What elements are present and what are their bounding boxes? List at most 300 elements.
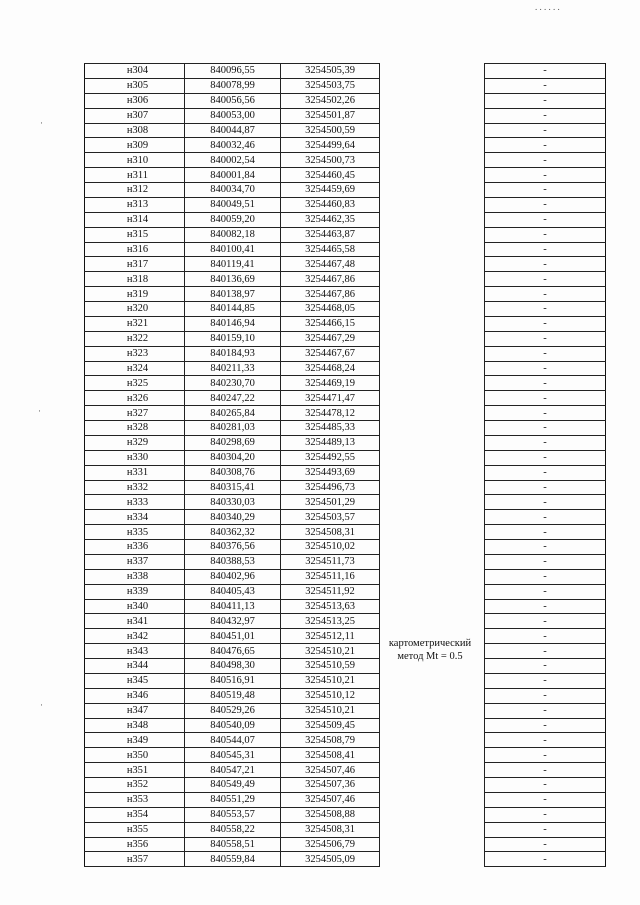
table-row (85, 257, 606, 272)
margin-dot: · (40, 118, 43, 128)
table-row (85, 183, 606, 198)
point-id-cell: н344 (85, 659, 185, 674)
y-coordinate-cell: 3254501,87 (281, 108, 380, 123)
method-cell (380, 272, 485, 287)
accuracy-cell: - (485, 554, 606, 569)
x-coordinate-cell: 840032,46 (185, 138, 281, 153)
point-id-cell: н306 (85, 93, 185, 108)
table-row (85, 153, 606, 168)
table-row (85, 540, 606, 555)
point-id-cell: н314 (85, 212, 185, 227)
y-coordinate-cell: 3254489,13 (281, 435, 380, 450)
method-cell (380, 331, 485, 346)
point-id-cell: н310 (85, 153, 185, 168)
accuracy-cell: - (485, 257, 606, 272)
method-cell (380, 733, 485, 748)
point-id-cell: н330 (85, 450, 185, 465)
table-row (85, 108, 606, 123)
x-coordinate-cell: 840034,70 (185, 183, 281, 198)
method-cell (380, 599, 485, 614)
method-cell (380, 361, 485, 376)
accuracy-cell: - (485, 450, 606, 465)
table-row (85, 852, 606, 867)
y-coordinate-cell: 3254471,47 (281, 391, 380, 406)
method-cell (380, 153, 485, 168)
table-row (85, 733, 606, 748)
accuracy-cell: - (485, 64, 606, 79)
table-row (85, 495, 606, 510)
y-coordinate-cell: 3254499,64 (281, 138, 380, 153)
method-note-line2: метод Mt = 0.5 (397, 651, 463, 662)
accuracy-cell: - (485, 331, 606, 346)
table-row (85, 242, 606, 257)
method-note (376, 637, 484, 663)
point-id-cell: н311 (85, 168, 185, 183)
point-id-cell: н313 (85, 197, 185, 212)
table-row (85, 78, 606, 93)
accuracy-cell: - (485, 644, 606, 659)
x-coordinate-cell: 840159,10 (185, 331, 281, 346)
method-cell (380, 822, 485, 837)
x-coordinate-cell: 840553,57 (185, 807, 281, 822)
point-id-cell: н323 (85, 346, 185, 361)
table-row (85, 391, 606, 406)
table-row (85, 822, 606, 837)
point-id-cell: н307 (85, 108, 185, 123)
point-id-cell: н342 (85, 629, 185, 644)
accuracy-cell: - (485, 108, 606, 123)
point-id-cell: н337 (85, 554, 185, 569)
accuracy-cell: - (485, 123, 606, 138)
y-coordinate-cell: 3254469,19 (281, 376, 380, 391)
x-coordinate-cell: 840498,30 (185, 659, 281, 674)
y-coordinate-cell: 3254510,21 (281, 673, 380, 688)
point-id-cell: н316 (85, 242, 185, 257)
accuracy-cell: - (485, 480, 606, 495)
table-row (85, 272, 606, 287)
accuracy-cell: - (485, 242, 606, 257)
accuracy-cell: - (485, 316, 606, 331)
method-cell (380, 406, 485, 421)
x-coordinate-cell: 840056,56 (185, 93, 281, 108)
x-coordinate-cell: 840330,03 (185, 495, 281, 510)
x-coordinate-cell: 840551,29 (185, 792, 281, 807)
y-coordinate-cell: 3254500,73 (281, 153, 380, 168)
table-row (85, 480, 606, 495)
table-row (85, 227, 606, 242)
method-cell (380, 540, 485, 555)
x-coordinate-cell: 840340,29 (185, 510, 281, 525)
y-coordinate-cell: 3254478,12 (281, 406, 380, 421)
y-coordinate-cell: 3254467,86 (281, 272, 380, 287)
y-coordinate-cell: 3254510,12 (281, 688, 380, 703)
table-row (85, 168, 606, 183)
method-cell (380, 123, 485, 138)
point-id-cell: н315 (85, 227, 185, 242)
table-row (85, 510, 606, 525)
y-coordinate-cell: 3254510,02 (281, 540, 380, 555)
x-coordinate-cell: 840184,93 (185, 346, 281, 361)
x-coordinate-cell: 840298,69 (185, 435, 281, 450)
table-row (85, 807, 606, 822)
y-coordinate-cell: 3254496,73 (281, 480, 380, 495)
y-coordinate-cell: 3254467,48 (281, 257, 380, 272)
accuracy-cell: - (485, 287, 606, 302)
x-coordinate-cell: 840411,13 (185, 599, 281, 614)
accuracy-cell: - (485, 346, 606, 361)
table-row (85, 435, 606, 450)
table-row (85, 599, 606, 614)
point-id-cell: н325 (85, 376, 185, 391)
method-cell (380, 495, 485, 510)
table-row (85, 302, 606, 317)
table-row (85, 212, 606, 227)
accuracy-cell: - (485, 495, 606, 510)
point-id-cell: н334 (85, 510, 185, 525)
point-id-cell: н322 (85, 331, 185, 346)
accuracy-cell: - (485, 837, 606, 852)
x-coordinate-cell: 840001,84 (185, 168, 281, 183)
accuracy-cell: - (485, 153, 606, 168)
method-cell (380, 792, 485, 807)
method-cell (380, 287, 485, 302)
accuracy-cell: - (485, 227, 606, 242)
table-row (85, 93, 606, 108)
accuracy-cell: - (485, 748, 606, 763)
method-cell (380, 510, 485, 525)
method-cell (380, 450, 485, 465)
y-coordinate-cell: 3254459,69 (281, 183, 380, 198)
y-coordinate-cell: 3254511,92 (281, 584, 380, 599)
table-row (85, 123, 606, 138)
point-id-cell: н333 (85, 495, 185, 510)
point-id-cell: н354 (85, 807, 185, 822)
accuracy-cell: - (485, 212, 606, 227)
method-note-line1: картометрический (388, 638, 472, 649)
method-cell (380, 778, 485, 793)
accuracy-cell: - (485, 718, 606, 733)
accuracy-cell: - (485, 302, 606, 317)
margin-dot: · (40, 700, 43, 710)
y-coordinate-cell: 3254511,73 (281, 554, 380, 569)
x-coordinate-cell: 840519,48 (185, 688, 281, 703)
coordinates-table (84, 63, 606, 867)
accuracy-cell: - (485, 465, 606, 480)
point-id-cell: н357 (85, 852, 185, 867)
y-coordinate-cell: 3254463,87 (281, 227, 380, 242)
point-id-cell: н347 (85, 703, 185, 718)
point-id-cell: н336 (85, 540, 185, 555)
table-row (85, 584, 606, 599)
x-coordinate-cell: 840315,41 (185, 480, 281, 495)
point-id-cell: н343 (85, 644, 185, 659)
table-row (85, 673, 606, 688)
x-coordinate-cell: 840304,20 (185, 450, 281, 465)
table-row (85, 64, 606, 79)
x-coordinate-cell: 840549,49 (185, 778, 281, 793)
accuracy-cell: - (485, 599, 606, 614)
method-cell (380, 183, 485, 198)
point-id-cell: н328 (85, 421, 185, 436)
accuracy-cell: - (485, 183, 606, 198)
table-row (85, 346, 606, 361)
method-cell (380, 465, 485, 480)
point-id-cell: н309 (85, 138, 185, 153)
point-id-cell: н341 (85, 614, 185, 629)
table-row (85, 465, 606, 480)
accuracy-cell: - (485, 406, 606, 421)
x-coordinate-cell: 840432,97 (185, 614, 281, 629)
x-coordinate-cell: 840230,70 (185, 376, 281, 391)
x-coordinate-cell: 840144,85 (185, 302, 281, 317)
x-coordinate-cell: 840558,51 (185, 837, 281, 852)
method-cell (380, 763, 485, 778)
x-coordinate-cell: 840138,97 (185, 287, 281, 302)
accuracy-cell: - (485, 659, 606, 674)
accuracy-cell: - (485, 569, 606, 584)
method-cell (380, 688, 485, 703)
point-id-cell: н305 (85, 78, 185, 93)
y-coordinate-cell: 3254510,59 (281, 659, 380, 674)
accuracy-cell: - (485, 852, 606, 867)
x-coordinate-cell: 840558,22 (185, 822, 281, 837)
accuracy-cell: - (485, 421, 606, 436)
y-coordinate-cell: 3254503,57 (281, 510, 380, 525)
y-coordinate-cell: 3254505,09 (281, 852, 380, 867)
table-row (85, 792, 606, 807)
table-row (85, 763, 606, 778)
method-cell (380, 376, 485, 391)
x-coordinate-cell: 840247,22 (185, 391, 281, 406)
table-row (85, 718, 606, 733)
accuracy-cell: - (485, 629, 606, 644)
y-coordinate-cell: 3254467,67 (281, 346, 380, 361)
accuracy-cell: - (485, 792, 606, 807)
y-coordinate-cell: 3254510,21 (281, 703, 380, 718)
method-cell (380, 525, 485, 540)
x-coordinate-cell: 840002,54 (185, 153, 281, 168)
point-id-cell: н318 (85, 272, 185, 287)
accuracy-cell: - (485, 778, 606, 793)
point-id-cell: н327 (85, 406, 185, 421)
method-cell (380, 302, 485, 317)
point-id-cell: н319 (85, 287, 185, 302)
y-coordinate-cell: 3254501,29 (281, 495, 380, 510)
y-coordinate-cell: 3254507,46 (281, 792, 380, 807)
y-coordinate-cell: 3254510,21 (281, 644, 380, 659)
x-coordinate-cell: 840265,84 (185, 406, 281, 421)
point-id-cell: н348 (85, 718, 185, 733)
table-row (85, 688, 606, 703)
y-coordinate-cell: 3254506,79 (281, 837, 380, 852)
x-coordinate-cell: 840096,55 (185, 64, 281, 79)
table-row (85, 287, 606, 302)
y-coordinate-cell: 3254503,75 (281, 78, 380, 93)
y-coordinate-cell: 3254508,31 (281, 525, 380, 540)
table-row (85, 837, 606, 852)
accuracy-cell: - (485, 688, 606, 703)
y-coordinate-cell: 3254460,45 (281, 168, 380, 183)
x-coordinate-cell: 840100,41 (185, 242, 281, 257)
table-row (85, 406, 606, 421)
x-coordinate-cell: 840146,94 (185, 316, 281, 331)
point-id-cell: н321 (85, 316, 185, 331)
accuracy-cell: - (485, 435, 606, 450)
accuracy-cell: - (485, 272, 606, 287)
table-row (85, 197, 606, 212)
x-coordinate-cell: 840281,03 (185, 421, 281, 436)
method-cell (380, 242, 485, 257)
point-id-cell: н352 (85, 778, 185, 793)
x-coordinate-cell: 840082,18 (185, 227, 281, 242)
table-row (85, 778, 606, 793)
x-coordinate-cell: 840516,91 (185, 673, 281, 688)
accuracy-cell: - (485, 93, 606, 108)
accuracy-cell: - (485, 822, 606, 837)
x-coordinate-cell: 840044,87 (185, 123, 281, 138)
x-coordinate-cell: 840402,96 (185, 569, 281, 584)
table-row (85, 614, 606, 629)
method-cell (380, 64, 485, 79)
y-coordinate-cell: 3254467,29 (281, 331, 380, 346)
table-row (85, 525, 606, 540)
y-coordinate-cell: 3254505,39 (281, 64, 380, 79)
y-coordinate-cell: 3254513,25 (281, 614, 380, 629)
point-id-cell: н329 (85, 435, 185, 450)
x-coordinate-cell: 840078,99 (185, 78, 281, 93)
point-id-cell: н335 (85, 525, 185, 540)
point-id-cell: н355 (85, 822, 185, 837)
x-coordinate-cell: 840119,41 (185, 257, 281, 272)
method-cell (380, 837, 485, 852)
method-cell (380, 480, 485, 495)
table-row (85, 421, 606, 436)
method-cell (380, 108, 485, 123)
method-cell (380, 718, 485, 733)
method-cell (380, 554, 485, 569)
table-row (85, 450, 606, 465)
accuracy-cell: - (485, 763, 606, 778)
point-id-cell: н349 (85, 733, 185, 748)
x-coordinate-cell: 840476,65 (185, 644, 281, 659)
x-coordinate-cell: 840388,53 (185, 554, 281, 569)
x-coordinate-cell: 840547,21 (185, 763, 281, 778)
y-coordinate-cell: 3254467,86 (281, 287, 380, 302)
x-coordinate-cell: 840049,51 (185, 197, 281, 212)
method-cell (380, 852, 485, 867)
accuracy-cell: - (485, 197, 606, 212)
header-marks: . . . . . . (535, 2, 560, 12)
point-id-cell: н338 (85, 569, 185, 584)
method-cell (380, 421, 485, 436)
point-id-cell: н332 (85, 480, 185, 495)
y-coordinate-cell: 3254485,33 (281, 421, 380, 436)
table-row (85, 644, 606, 659)
x-coordinate-cell: 840545,31 (185, 748, 281, 763)
y-coordinate-cell: 3254508,79 (281, 733, 380, 748)
method-cell (380, 614, 485, 629)
table-row (85, 659, 606, 674)
method-cell (380, 748, 485, 763)
method-cell (380, 673, 485, 688)
x-coordinate-cell: 840053,00 (185, 108, 281, 123)
x-coordinate-cell: 840211,33 (185, 361, 281, 376)
table-row (85, 554, 606, 569)
accuracy-cell: - (485, 673, 606, 688)
table-row (85, 569, 606, 584)
point-id-cell: н339 (85, 584, 185, 599)
method-cell (380, 212, 485, 227)
x-coordinate-cell: 840376,56 (185, 540, 281, 555)
y-coordinate-cell: 3254493,69 (281, 465, 380, 480)
y-coordinate-cell: 3254512,11 (281, 629, 380, 644)
y-coordinate-cell: 3254507,46 (281, 763, 380, 778)
y-coordinate-cell: 3254513,63 (281, 599, 380, 614)
accuracy-cell: - (485, 138, 606, 153)
accuracy-cell: - (485, 703, 606, 718)
margin-dot: · (38, 406, 41, 416)
method-cell (380, 316, 485, 331)
y-coordinate-cell: 3254511,16 (281, 569, 380, 584)
point-id-cell: н351 (85, 763, 185, 778)
y-coordinate-cell: 3254508,88 (281, 807, 380, 822)
table-row (85, 703, 606, 718)
x-coordinate-cell: 840540,09 (185, 718, 281, 733)
x-coordinate-cell: 840059,20 (185, 212, 281, 227)
accuracy-cell: - (485, 376, 606, 391)
accuracy-cell: - (485, 540, 606, 555)
table-row (85, 748, 606, 763)
method-cell (380, 807, 485, 822)
x-coordinate-cell: 840308,76 (185, 465, 281, 480)
point-id-cell: н317 (85, 257, 185, 272)
point-id-cell: н340 (85, 599, 185, 614)
point-id-cell: н308 (85, 123, 185, 138)
y-coordinate-cell: 3254468,24 (281, 361, 380, 376)
point-id-cell: н345 (85, 673, 185, 688)
accuracy-cell: - (485, 614, 606, 629)
y-coordinate-cell: 3254465,58 (281, 242, 380, 257)
accuracy-cell: - (485, 733, 606, 748)
point-id-cell: н304 (85, 64, 185, 79)
x-coordinate-cell: 840529,26 (185, 703, 281, 718)
method-cell (380, 703, 485, 718)
table-row (85, 138, 606, 153)
table-row (85, 316, 606, 331)
y-coordinate-cell: 3254500,59 (281, 123, 380, 138)
y-coordinate-cell: 3254507,36 (281, 778, 380, 793)
point-id-cell: н350 (85, 748, 185, 763)
accuracy-cell: - (485, 807, 606, 822)
y-coordinate-cell: 3254466,15 (281, 316, 380, 331)
y-coordinate-cell: 3254502,26 (281, 93, 380, 108)
y-coordinate-cell: 3254492,55 (281, 450, 380, 465)
x-coordinate-cell: 840451,01 (185, 629, 281, 644)
table-row (85, 376, 606, 391)
table-row (85, 361, 606, 376)
method-cell (380, 197, 485, 212)
method-cell (380, 584, 485, 599)
y-coordinate-cell: 3254508,41 (281, 748, 380, 763)
coordinates-table-body (85, 64, 606, 867)
accuracy-cell: - (485, 525, 606, 540)
y-coordinate-cell: 3254508,31 (281, 822, 380, 837)
method-cell (380, 227, 485, 242)
point-id-cell: н331 (85, 465, 185, 480)
method-cell (380, 391, 485, 406)
y-coordinate-cell: 3254462,35 (281, 212, 380, 227)
point-id-cell: н353 (85, 792, 185, 807)
